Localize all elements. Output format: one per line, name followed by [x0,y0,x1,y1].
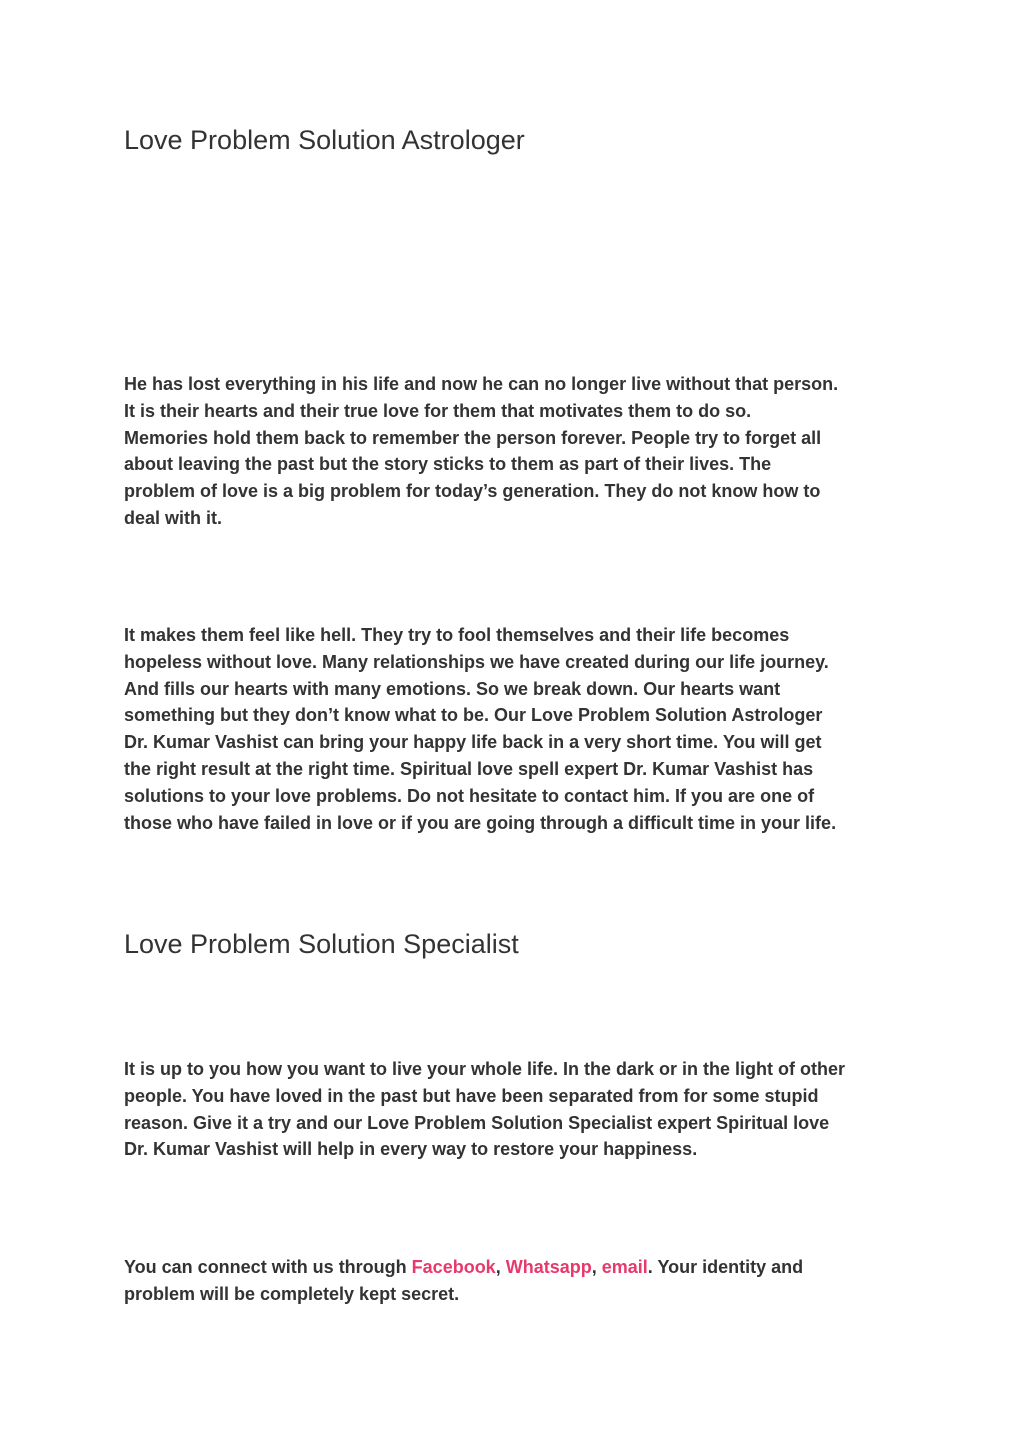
paragraph-line: reason. Give it a try and our Love Problem Solution Specialist expert Spiritual love [124,1112,830,1133]
paragraph-line: deal with it. [124,507,223,528]
whatsapp-link[interactable]: Whatsapp [505,1257,592,1277]
paragraph-line: hopeless without love. Many relationships we have created during our life journey. [124,651,829,672]
separator: , [495,1257,506,1277]
facebook-link[interactable]: Facebook [411,1257,496,1277]
contact-paragraph [124,1254,904,1308]
paragraph-line: It makes them feel like hell. They try to fool themselves and their life becomes [124,625,790,645]
paragraph-line: solutions to your love problems. Do not hesitate to contact him. If you are one of [124,785,815,806]
paragraph-line [124,1254,904,1281]
intro-paragraph [124,371,904,532]
paragraph-line: people. You have loved in the past but have been separated from for some stupid [124,1085,819,1106]
paragraph-line: Dr. Kumar Vashist will help in every way to restore your happiness. [124,1139,698,1160]
specialist-paragraph [124,1056,904,1163]
separator: , [591,1257,602,1277]
paragraph-line: Memories hold them back to remember the person forever. People try to forget all [124,427,822,448]
paragraph-line: problem will be completely kept secret. [124,1283,460,1304]
paragraph-line: something but they don’t know what to be. Our Love Problem Solution Astrologer [124,705,823,726]
paragraph-line: It is up to you how you want to live your whole life. In the dark or in the light of other [124,1059,846,1079]
section-heading: Love Problem Solution Specialist [124,929,519,959]
paragraph-line: It is their hearts and their true love for them that motivates them to do so. [124,400,752,421]
paragraph-line: problem of love is a big problem for today’s generation. They do not know how to [124,481,821,502]
contact-prefix: You can connect with us through [124,1257,412,1277]
paragraph-line: those who have failed in love or if you are going through a difficult time in your life. [124,812,837,833]
paragraph-line: about leaving the past but the story sticks to them as part of their lives. The [124,454,772,475]
paragraph-line: Dr. Kumar Vashist can bring your happy life back in a very short time. You will get [124,732,822,753]
paragraph-line: the right result at the right time. Spiritual love spell expert Dr. Kumar Vashist has [124,758,814,779]
astrologer-paragraph [124,622,904,836]
page-title: Love Problem Solution Astrologer [124,125,525,155]
contact-suffix: . Your identity and [647,1257,804,1277]
paragraph-line: He has lost everything in his life and now he can no longer live without that person. [124,374,839,394]
email-link[interactable]: email [601,1257,648,1277]
paragraph-line: And fills our hearts with many emotions. So we break down. Our hearts want [124,678,781,699]
